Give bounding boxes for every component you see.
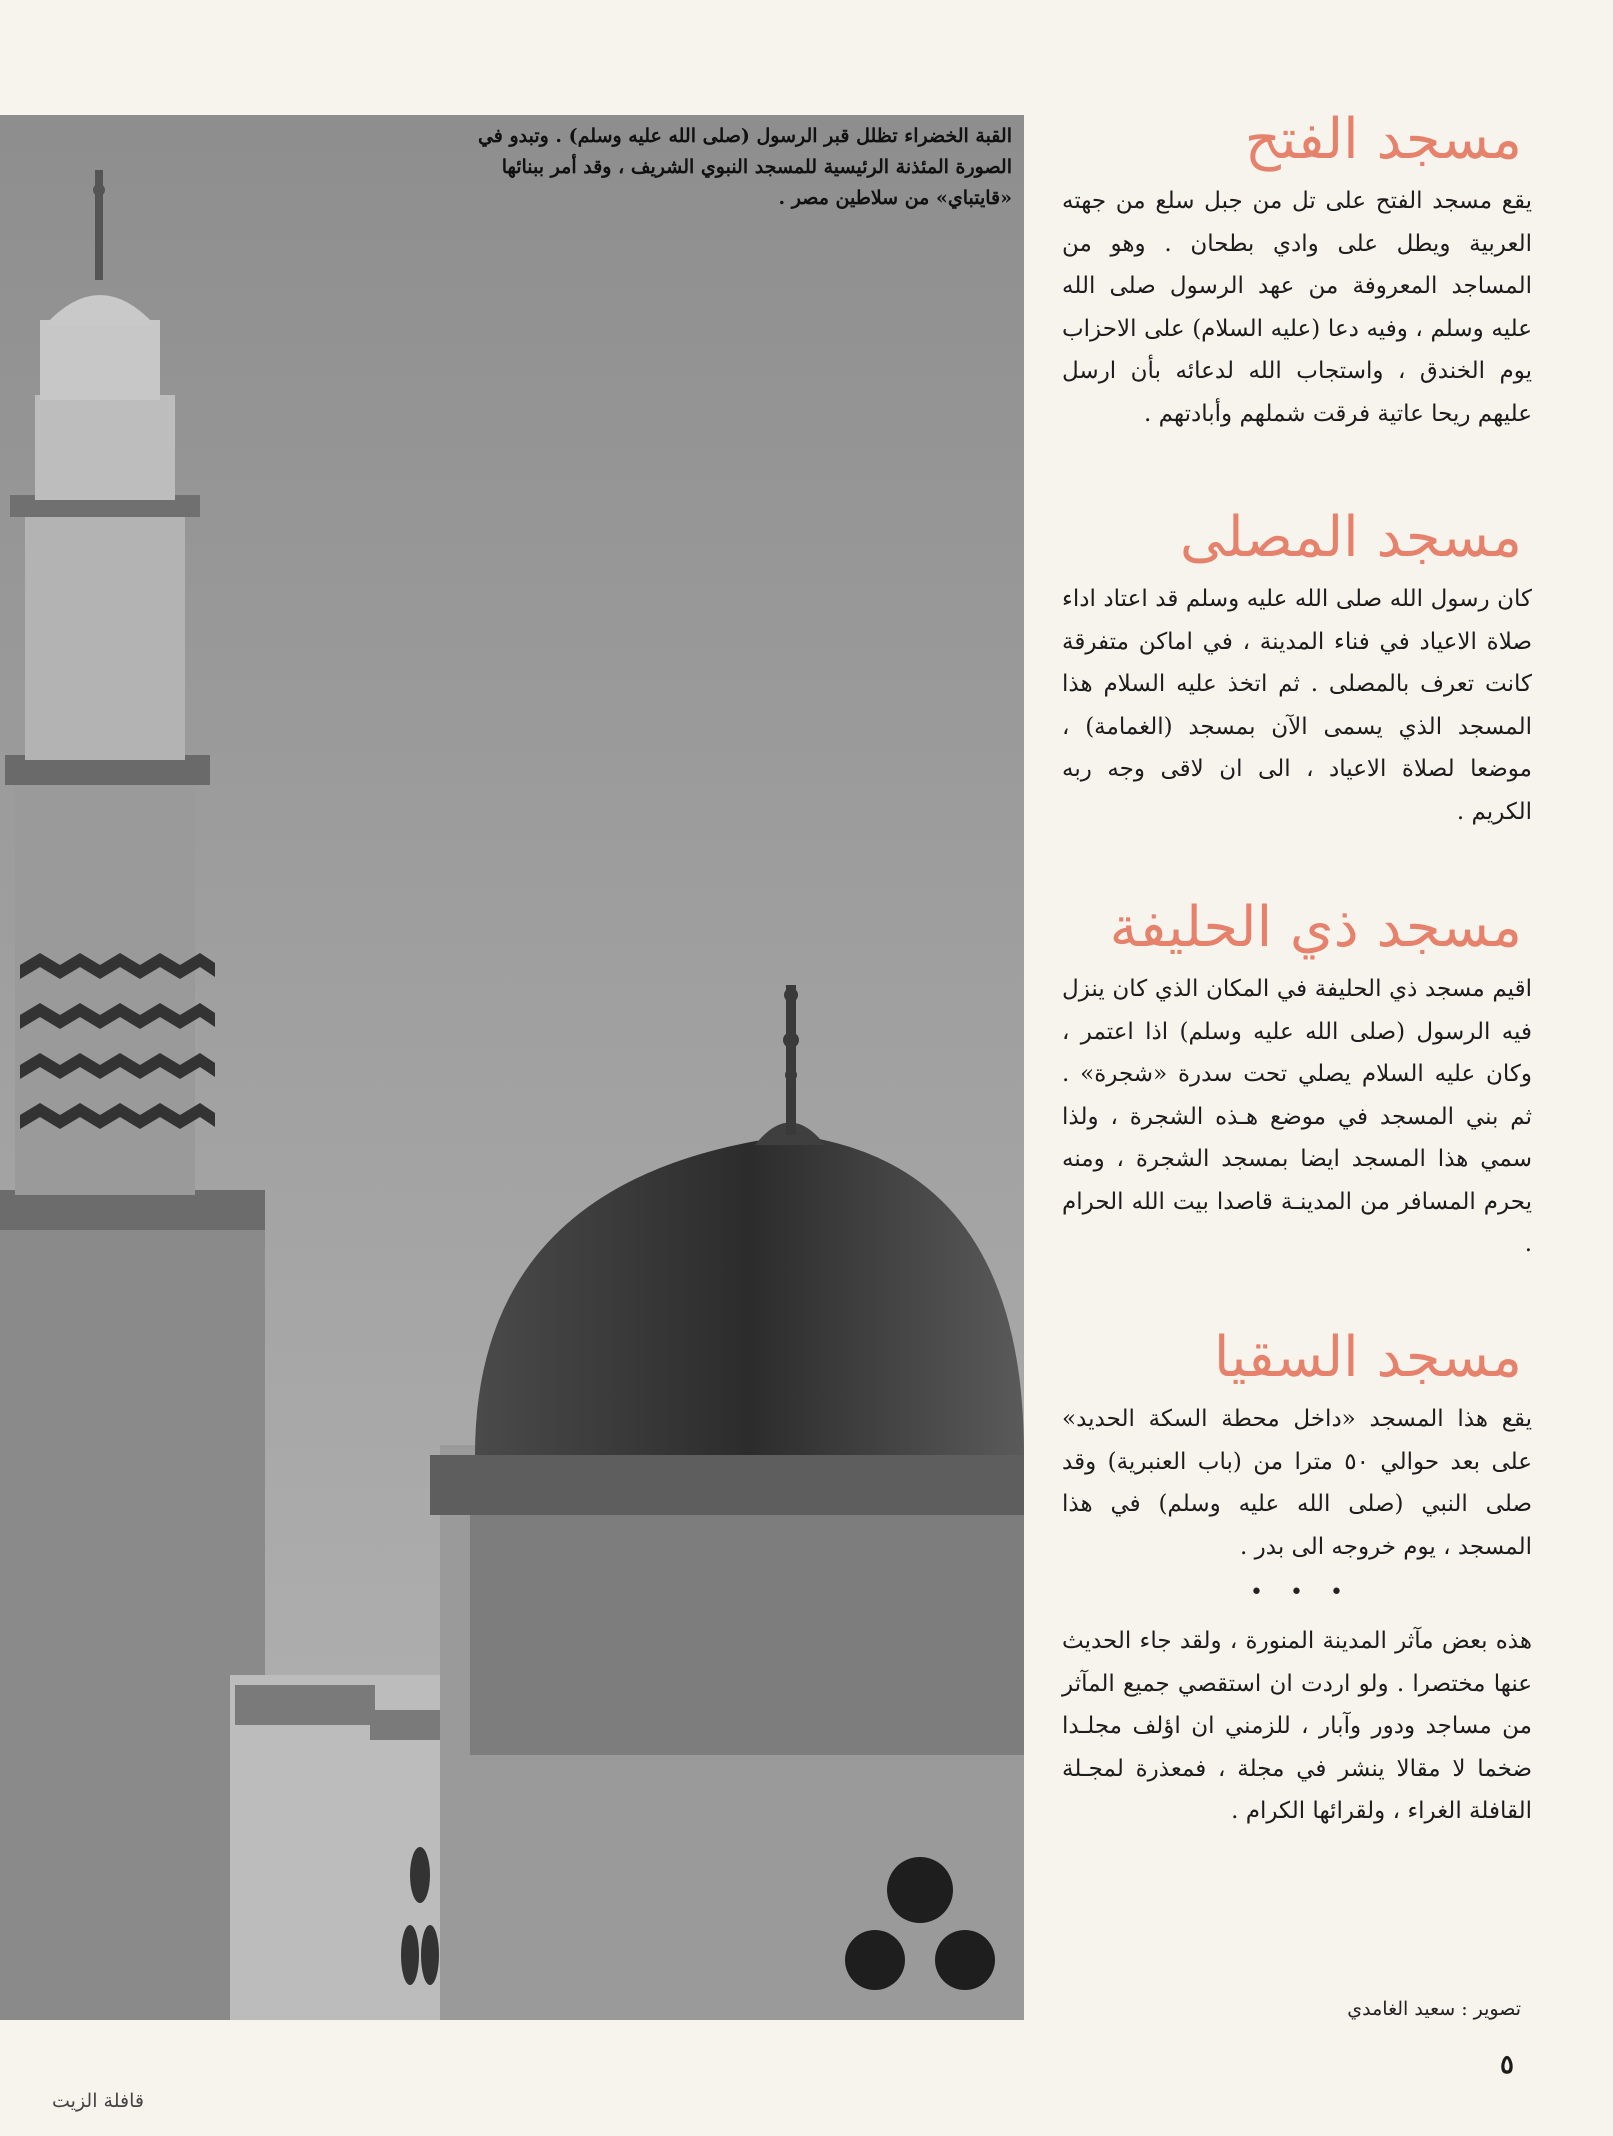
page-number: ٥ bbox=[1500, 2050, 1514, 2080]
closing-text: هذه بعض مآثر المدينة المنورة ، ولقد جاء الحديث عنها مختصرا . ولو اردت ان استقصي جميع المآثر من مساجد ودور وآبار ، للزمني ان اؤلف مجلـدا ضخما لا مقالا ينشر في مجلة ، فمعذرة لمجـلة القافلة الغراء ، ولقرائها الكرام . bbox=[1062, 1628, 1532, 1824]
section-text: اقيم مسجد ذي الحليفة في المكان الذي كان ينزل فيه الرسول (صلى الله عليه وسلم) اذا اعتمر ، وكان عليه السلام يصلي تحت سدرة «شجرة» . ثم بني المسجد في موضع هـذه الشجرة ، ولذا سمي هذا المسجد ايضا بمسجد الشجرة ، ومنه يحرم المسافر من المدينـة قاصدا بيت الله الحرام . bbox=[1062, 976, 1532, 1257]
section-musalla bbox=[1062, 498, 1532, 833]
magazine-name: قافلة الزيت bbox=[52, 2090, 144, 2112]
photo-caption: القبة الخضراء تظلل قبر الرسول (صلى الله عليه وسلم) . وتبدو في الصورة المئذنة الرئيسية للمسجد النبوي الشريف ، وقد أمر ببنائها «قايتباي» من سلاطين مصر . bbox=[477, 125, 1012, 209]
section-title: مسجد المصلى bbox=[1179, 505, 1522, 570]
mosque-photo bbox=[0, 115, 1024, 2020]
section-text: يقع مسجد الفتح على تل من جبل سلع من جهته العربية ويطل على وادي بطحان . وهو من المساجد المعروفة من عهد الرسول صلى الله عليه وسلم ، وفيه دعا (عليه السلام) على الاحزاب يوم الخندق ، واستجاب الله لدعائه بأن ارسل عليهم ريحا عاتية فرقت شملهم وأبادتهم . bbox=[1062, 188, 1532, 427]
separator-dots: • • • bbox=[1250, 1580, 1353, 1605]
photo-credit: تصوير : سعيد الغامدي bbox=[1347, 1998, 1521, 2020]
section-dhul-hulayfa bbox=[1062, 888, 1532, 1266]
closing-paragraph bbox=[1062, 1620, 1532, 1833]
section-text: يقع هذا المسجد «داخل محطة السكة الحديد» على بعد حوالي ٥٠ مترا من (باب العنبرية) وقد صلى النبي (صلى الله عليه وسلم) في هذا المسجد ، يوم خروجه الى بدر . bbox=[1062, 1406, 1532, 1560]
section-title: مسجد ذي الحليفة bbox=[1109, 895, 1522, 960]
section-title: مسجد السقيا bbox=[1213, 1325, 1522, 1390]
section-text: كان رسول الله صلى الله عليه وسلم قد اعتاد اداء صلاة الاعياد في فناء المدينة ، في اماكن متفرقة كانت تعرف بالمصلى . ثم اتخذ عليه السلام هذا المسجد الذي يسمى الآن بمسجد (الغمامة) ، موضعا لصلاة الاعياد ، الى ان لاقى وجه ربه الكريم . bbox=[1062, 586, 1532, 825]
section-fath bbox=[1062, 100, 1532, 435]
section-suqya bbox=[1062, 1318, 1532, 1568]
mosque-illustration bbox=[0, 115, 1024, 2020]
section-title: مسجد الفتح bbox=[1244, 107, 1522, 172]
